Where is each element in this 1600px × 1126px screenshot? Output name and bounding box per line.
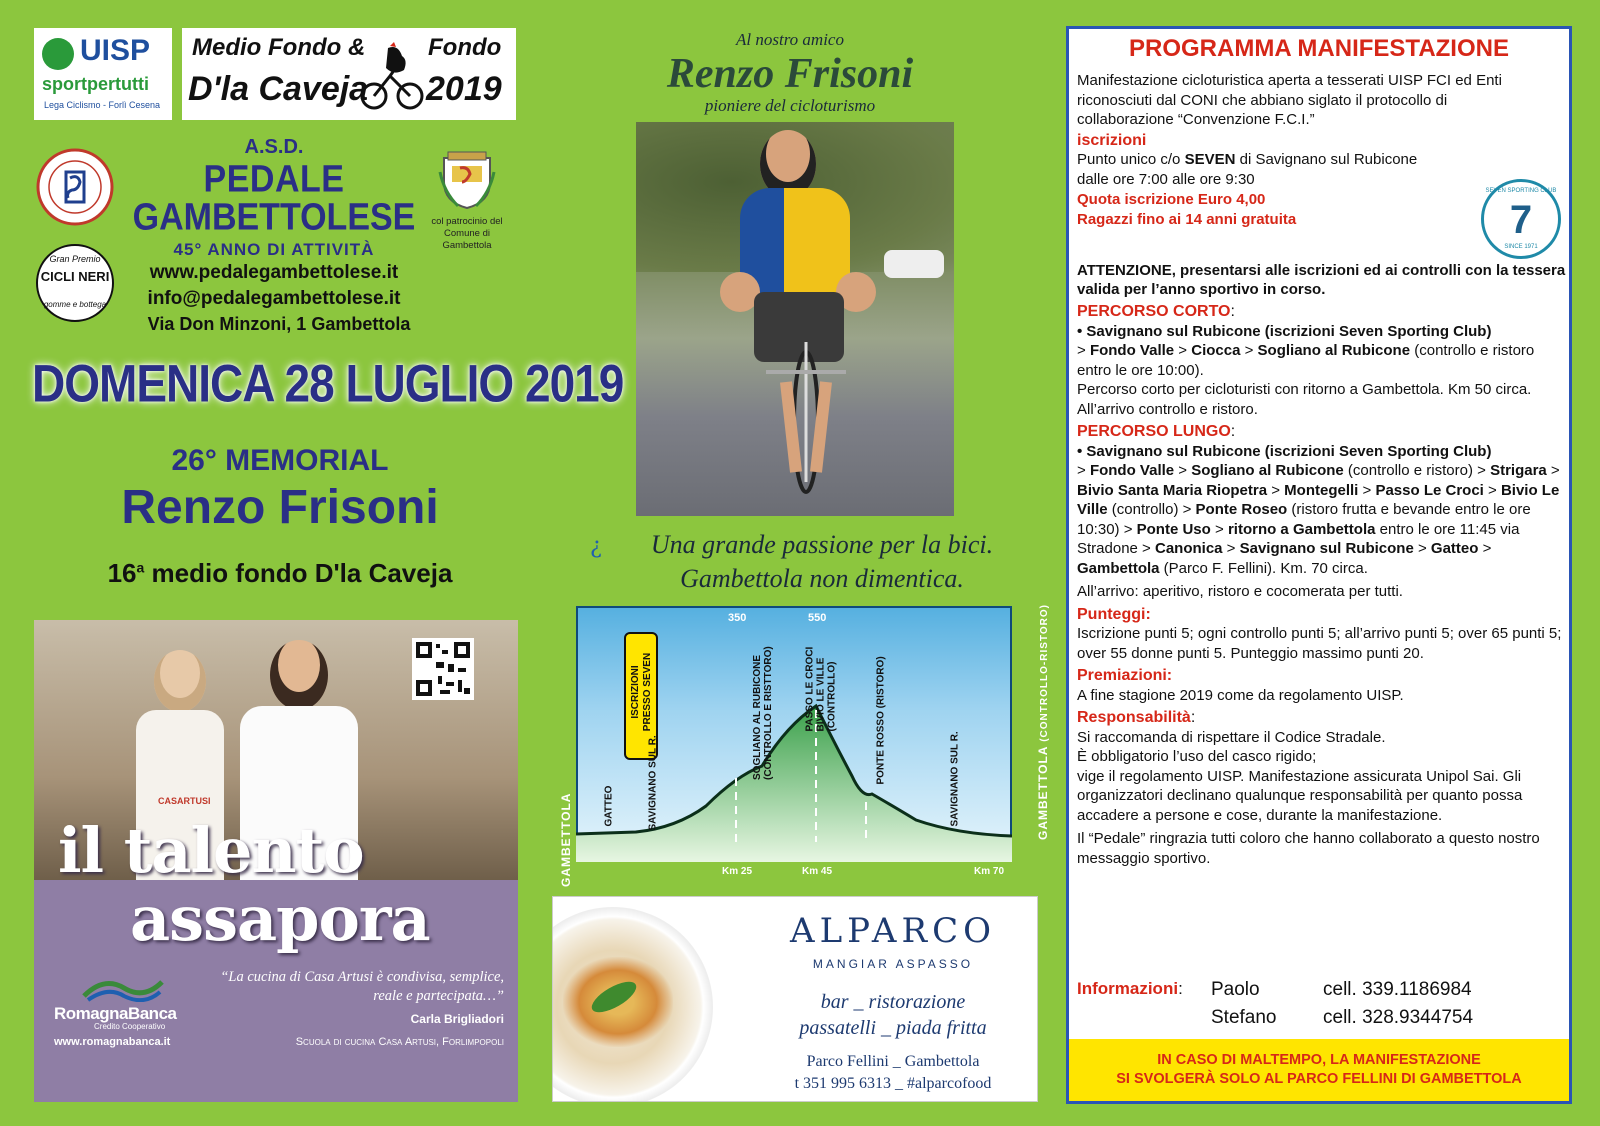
resp-line-3: vige il regolamento UISP. Manifestazione assicurata Unipol Sai. Gli organizzatori declinano qualunque responsabilità per quanto possa accadere a persone e cose, durante la manifestazione. — [1077, 767, 1523, 824]
alparco-line-1: bar _ ristorazione — [820, 991, 966, 1013]
edition-superscript: a — [136, 559, 145, 576]
altitude-550: 550 — [808, 612, 827, 624]
club-name-2: GAMBETTOLESE — [132, 195, 416, 239]
club-asd: A.S.D. — [244, 136, 304, 158]
seven-since: SINCE 1971 — [1504, 244, 1538, 250]
passo-line-1: PASSO LE CROCI — [804, 646, 816, 732]
maltempo-line-1: IN CASO DI MALTEMPO, LA MANIFESTAZIONE — [1157, 1052, 1481, 1068]
uisp-logo — [34, 28, 172, 120]
contact-stefano-name: Stefano — [1211, 1007, 1277, 1028]
iscr-line-1: ISCRIZIONI — [630, 665, 641, 719]
seven-number: 7 — [1509, 198, 1533, 242]
club-address: Via Don Minzoni, 1 Gambettola — [147, 314, 411, 334]
qr-code-icon[interactable] — [412, 638, 474, 700]
rooster-cyclist-icon — [360, 42, 424, 112]
info-heading: Informazioni: — [1077, 979, 1183, 998]
profile-left-label: GAMBETTOLA — [559, 792, 573, 887]
punteggi-text: Iscrizione punti 5; ogni controllo punti 5; all’arrivo punti 5; over 65 punti 5; over 55 donne punti 5. Punteggio massimo punti 20. — [1077, 625, 1562, 662]
seven-top: SEVEN SPORTING CLUB — [1485, 188, 1557, 194]
seven-badge — [1481, 179, 1561, 259]
resp-line-1: Si raccomanda di rispettare il Codice Stradale. — [1077, 728, 1386, 746]
place-ponte-rosso: PONTE ROSSO (RISTORO) — [875, 656, 887, 785]
club-email[interactable]: info@pedalegambettolese.it — [147, 288, 401, 309]
bank-website[interactable]: www.romagnabanca.it — [54, 1036, 171, 1048]
romagnabanca-logo-icon — [82, 976, 164, 1002]
edition-text: medio fondo D'la Caveja — [144, 558, 453, 588]
alparco-ad — [552, 896, 1038, 1102]
arrivo-text: All’arrivo: aperitivo, ristoro e cocomerata per tutti. — [1077, 583, 1403, 600]
iscrizioni-line-2: dalle ore 7:00 alle ore 9:30 — [1077, 170, 1255, 188]
uisp-lega: Lega Ciclismo - Forlì Cesena — [44, 100, 161, 110]
place-savignano-1: SAVIGNANO SUL R. — [647, 735, 659, 831]
caveja-line1b: Fondo — [428, 34, 502, 61]
lungo-line-2: > Fondo Valle > Sogliano al Rubicone (controllo e ristoro) > Strigara > Bivio Santa Maria Riopetra > Montegelli > Passo Le Croci > Bivio Le Ville (controllo) > Ponte Roseo (ristoro frutta e bevande entro le ore 10:30) > Ponte Uso > ritorno a Gambettola entro le ore 11:45 via Stradone > Canonica > Savignano sul Rubicone > Gatteo > Gambettola (Parco F. Fellini). Km. 70 circa. — [1077, 462, 1560, 577]
iscr-line-2: PRESSO SEVEN — [642, 652, 653, 732]
sogl-line-2: (CONTROLLO E RISTTORO) — [763, 646, 774, 780]
uisp-subtitle: sportpertutti — [42, 74, 149, 94]
place-passo — [805, 622, 838, 732]
km-25: Km 25 — [722, 866, 753, 877]
contact-stefano-phone[interactable]: cell. 328.9344754 — [1323, 1007, 1474, 1028]
program-title: PROGRAMMA MANIFESTAZIONE — [1129, 35, 1509, 62]
km-45: Km 45 — [802, 866, 833, 877]
premiazioni-text: A fine stagione 2019 come da regolamento UISP. — [1077, 686, 1404, 704]
cicli-neri-top: Gran Premio — [49, 254, 101, 264]
place-gatteo: GATTEO — [603, 785, 615, 827]
alparco-tag: MANGIAR ASPASSO — [812, 957, 974, 971]
cicli-neri-bottom: gomme e bottega — [43, 300, 107, 309]
uisp-mark-icon — [42, 38, 74, 70]
resp-line-2: È obbligatorio l’uso del casco rigido; — [1077, 748, 1317, 765]
cicli-neri-badge — [36, 244, 114, 322]
tribute-top: Al nostro amico — [736, 30, 844, 49]
place-savignano-2: SAVIGNANO SUL R. — [949, 731, 961, 827]
program-intro: Manifestazione cicloturistica aperta a tesserati UISP FCI ed Enti riconosciuti dal CONI che abbiano siglato il protocollo di collaborazione “Convenzione F.C.I.” — [1077, 72, 1502, 128]
tribute-quote-1: Una grande passione per la bici. — [650, 530, 994, 559]
caveja-logo — [182, 28, 516, 120]
quota-text: Quota iscrizione Euro 4,00 — [1077, 191, 1266, 208]
club-anno: 45° ANNO DI ATTIVITÀ — [173, 240, 375, 259]
km-70: Km 70 — [974, 866, 1005, 877]
passo-line-2: BIVIO LE VILLE — [815, 657, 827, 732]
bank-sub: Credito Cooperativo — [94, 1022, 166, 1031]
club-website[interactable]: www.pedalegambettolese.it — [149, 262, 399, 283]
responsabilita-heading: Responsabilità: — [1077, 709, 1196, 726]
profile-right-label — [1036, 590, 1050, 840]
alparco-name: ALPARCO — [790, 911, 996, 951]
cicli-neri-name: CICLI NERI — [40, 269, 110, 284]
apron-logo: CASARTUSI — [158, 796, 211, 806]
edition-number: 16 — [107, 558, 137, 588]
comune-crest-icon — [438, 148, 496, 210]
altitude-350: 350 — [728, 612, 747, 624]
corto-line-2: > Fondo Valle > Ciocca > Sogliano al Rubicone (controllo e ristoro entro le ore 10:00). — [1077, 342, 1535, 379]
casa-artusi-ad — [34, 620, 518, 1102]
corto-heading: PERCORSO CORTO: — [1077, 303, 1235, 320]
punteggi-heading: Punteggi: — [1077, 605, 1151, 623]
event-date: DOMENICA 28 LUGLIO 2019 — [32, 353, 624, 413]
ad-title-1: il talento — [58, 814, 364, 887]
ad-title-2: assapora — [130, 882, 430, 955]
sogl-line-1: SOGLIANO AL RUBICONE — [752, 654, 763, 780]
patrocinio-text: col patrocinio del Comune di Gambettola — [431, 216, 503, 251]
alparco-place: Parco Fellini _ Gambettola — [806, 1053, 980, 1070]
event-memorial: 26° MEMORIAL — [171, 444, 389, 477]
cyclist-photo — [636, 122, 954, 516]
club-name-1: PEDALE — [203, 157, 345, 201]
right-label-b: (CONTROLLO-RISTORO) — [1039, 604, 1050, 746]
ragazzi-text: Ragazzi fino ai 14 anni gratuita — [1077, 210, 1297, 228]
ad-quote: “La cucina di Casa Artusi è condivisa, semplice, reale e partecipata…” — [220, 969, 504, 1004]
lungo-heading: PERCORSO LUNGO: — [1077, 423, 1236, 440]
maltempo-line-2: SI SVOLGERÀ SOLO AL PARCO FELLINI DI GAMBETTOLA — [1116, 1071, 1522, 1087]
iscrizioni-line-1: Punto unico c/o SEVEN di Savignano sul Rubicone — [1077, 151, 1418, 168]
tribute-quote-2: Gambettola non dimentica. — [680, 564, 964, 593]
caveja-line1a: Medio Fondo & — [192, 34, 366, 61]
tribute-sub: pioniere del cicloturismo — [704, 96, 876, 115]
attenzione-text: ATTENZIONE, presentarsi alle iscrizioni ed ai controlli con la tessera valida per l’anno sportivo in corso. — [1077, 262, 1566, 298]
passo-line-3: (CONTROLLO) — [826, 661, 838, 732]
place-sogliano — [752, 630, 774, 780]
caveja-line2b: 2019 — [426, 70, 502, 108]
alparco-line-2: passatelli _ piada fritta — [799, 1017, 987, 1039]
corto-line-3: Percorso corto per cicloturisti con ritorno a Gambettola. Km 50 circa. All’arrivo controllo e ristoro. — [1077, 381, 1532, 418]
caveja-line2a: D'la Caveja — [188, 70, 369, 108]
premiazioni-heading: Premiazioni: — [1077, 667, 1173, 684]
corto-line-1: • Savignano sul Rubicone (iscrizioni Seven Sporting Club) — [1077, 322, 1492, 340]
bank-name: RomagnaBanca — [54, 1004, 177, 1023]
pedale-badge-icon — [36, 148, 114, 226]
contact-paolo-phone[interactable]: cell. 339.1186984 — [1323, 979, 1472, 1000]
contact-paolo-name: Paolo — [1211, 979, 1260, 1000]
ad-author: Carla Brigliadori — [410, 1012, 504, 1026]
ad-school: Scuola di cucina Casa Artusi, Forlimpopoli — [295, 1036, 504, 1048]
event-person: Renzo Frisoni — [121, 481, 439, 534]
thanks-text: Il “Pedale” ringrazia tutti coloro che hanno collaborato a questo nostro messaggio sportivo. — [1077, 830, 1540, 867]
iscrizioni-heading: iscrizioni — [1077, 131, 1147, 149]
quote-mark-icon: ¿ — [590, 534, 602, 559]
tribute-name: Renzo Frisoni — [666, 51, 914, 97]
right-label-a: GAMBETTOLA — [1036, 745, 1050, 840]
program-panel — [1066, 26, 1572, 1104]
lungo-line-1: • Savignano sul Rubicone (iscrizioni Seven Sporting Club) — [1077, 442, 1492, 460]
maltempo-banner — [1069, 1039, 1569, 1101]
alparco-contact[interactable]: t 351 995 6313 _ #alparcofood — [794, 1075, 992, 1092]
event-edition — [32, 558, 528, 589]
uisp-name: UISP — [80, 34, 151, 67]
